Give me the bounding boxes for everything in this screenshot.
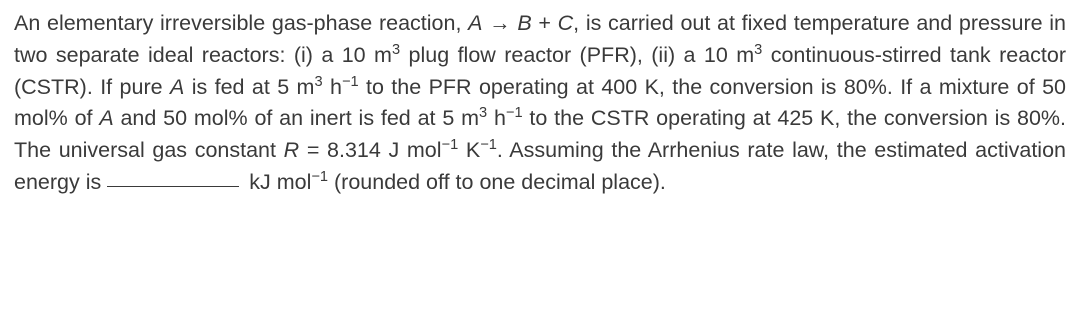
text-segment: h <box>487 106 506 131</box>
variable-a: A <box>468 11 483 35</box>
text-segment: to the CSTR operating at 425 K, the conversion is 80%. The universal gas constant <box>14 106 1067 163</box>
text-segment: kJ mol <box>249 169 312 194</box>
variable-b: B <box>517 11 532 35</box>
text-segment: An elementary irreversible gas-phase reaction, <box>14 11 469 35</box>
superscript: −1 <box>505 105 523 122</box>
text-segment: h <box>322 74 342 99</box>
answer-blank[interactable] <box>107 185 239 187</box>
superscript: 3 <box>391 41 401 58</box>
variable-a: A <box>169 74 185 99</box>
text-segment: , is carried out at fixed temperature and pressure in two separate ideal reactors: (i) a 10 m <box>14 11 1066 67</box>
text-segment: is fed at 5 m <box>184 74 315 99</box>
text-segment: plug flow reactor (PFR), (ii) a 10 m <box>400 42 755 67</box>
reaction-arrow: → <box>482 11 518 35</box>
superscript: 3 <box>314 73 323 90</box>
superscript: 3 <box>754 41 763 58</box>
variable-c: C <box>557 11 574 35</box>
text-segment: continuous-stirred tank reactor (CSTR). If pure <box>14 42 1066 99</box>
superscript: 3 <box>479 105 488 122</box>
superscript: −1 <box>341 73 359 90</box>
superscript: −1 <box>441 137 459 154</box>
problem-statement <box>14 8 1066 199</box>
text-segment: K <box>458 138 481 163</box>
text-segment: = 8.314 J mol <box>299 138 442 163</box>
superscript: −1 <box>311 168 329 185</box>
text-segment: . Assuming the Arrhenius rate law, the estimated activation energy is <box>14 138 1066 194</box>
superscript: −1 <box>480 137 497 154</box>
plus-sign: + <box>531 11 558 35</box>
variable-r: R <box>283 138 300 163</box>
variable-a: A <box>99 106 114 131</box>
text-segment: and 50 mol% of an inert is fed at 5 m <box>113 106 479 131</box>
text-segment: (rounded off to one decimal place). <box>328 169 666 194</box>
text-segment: to the PFR operating at 400 K, the conversion is 80%. If a mixture of 50 mol% of <box>14 74 1066 131</box>
